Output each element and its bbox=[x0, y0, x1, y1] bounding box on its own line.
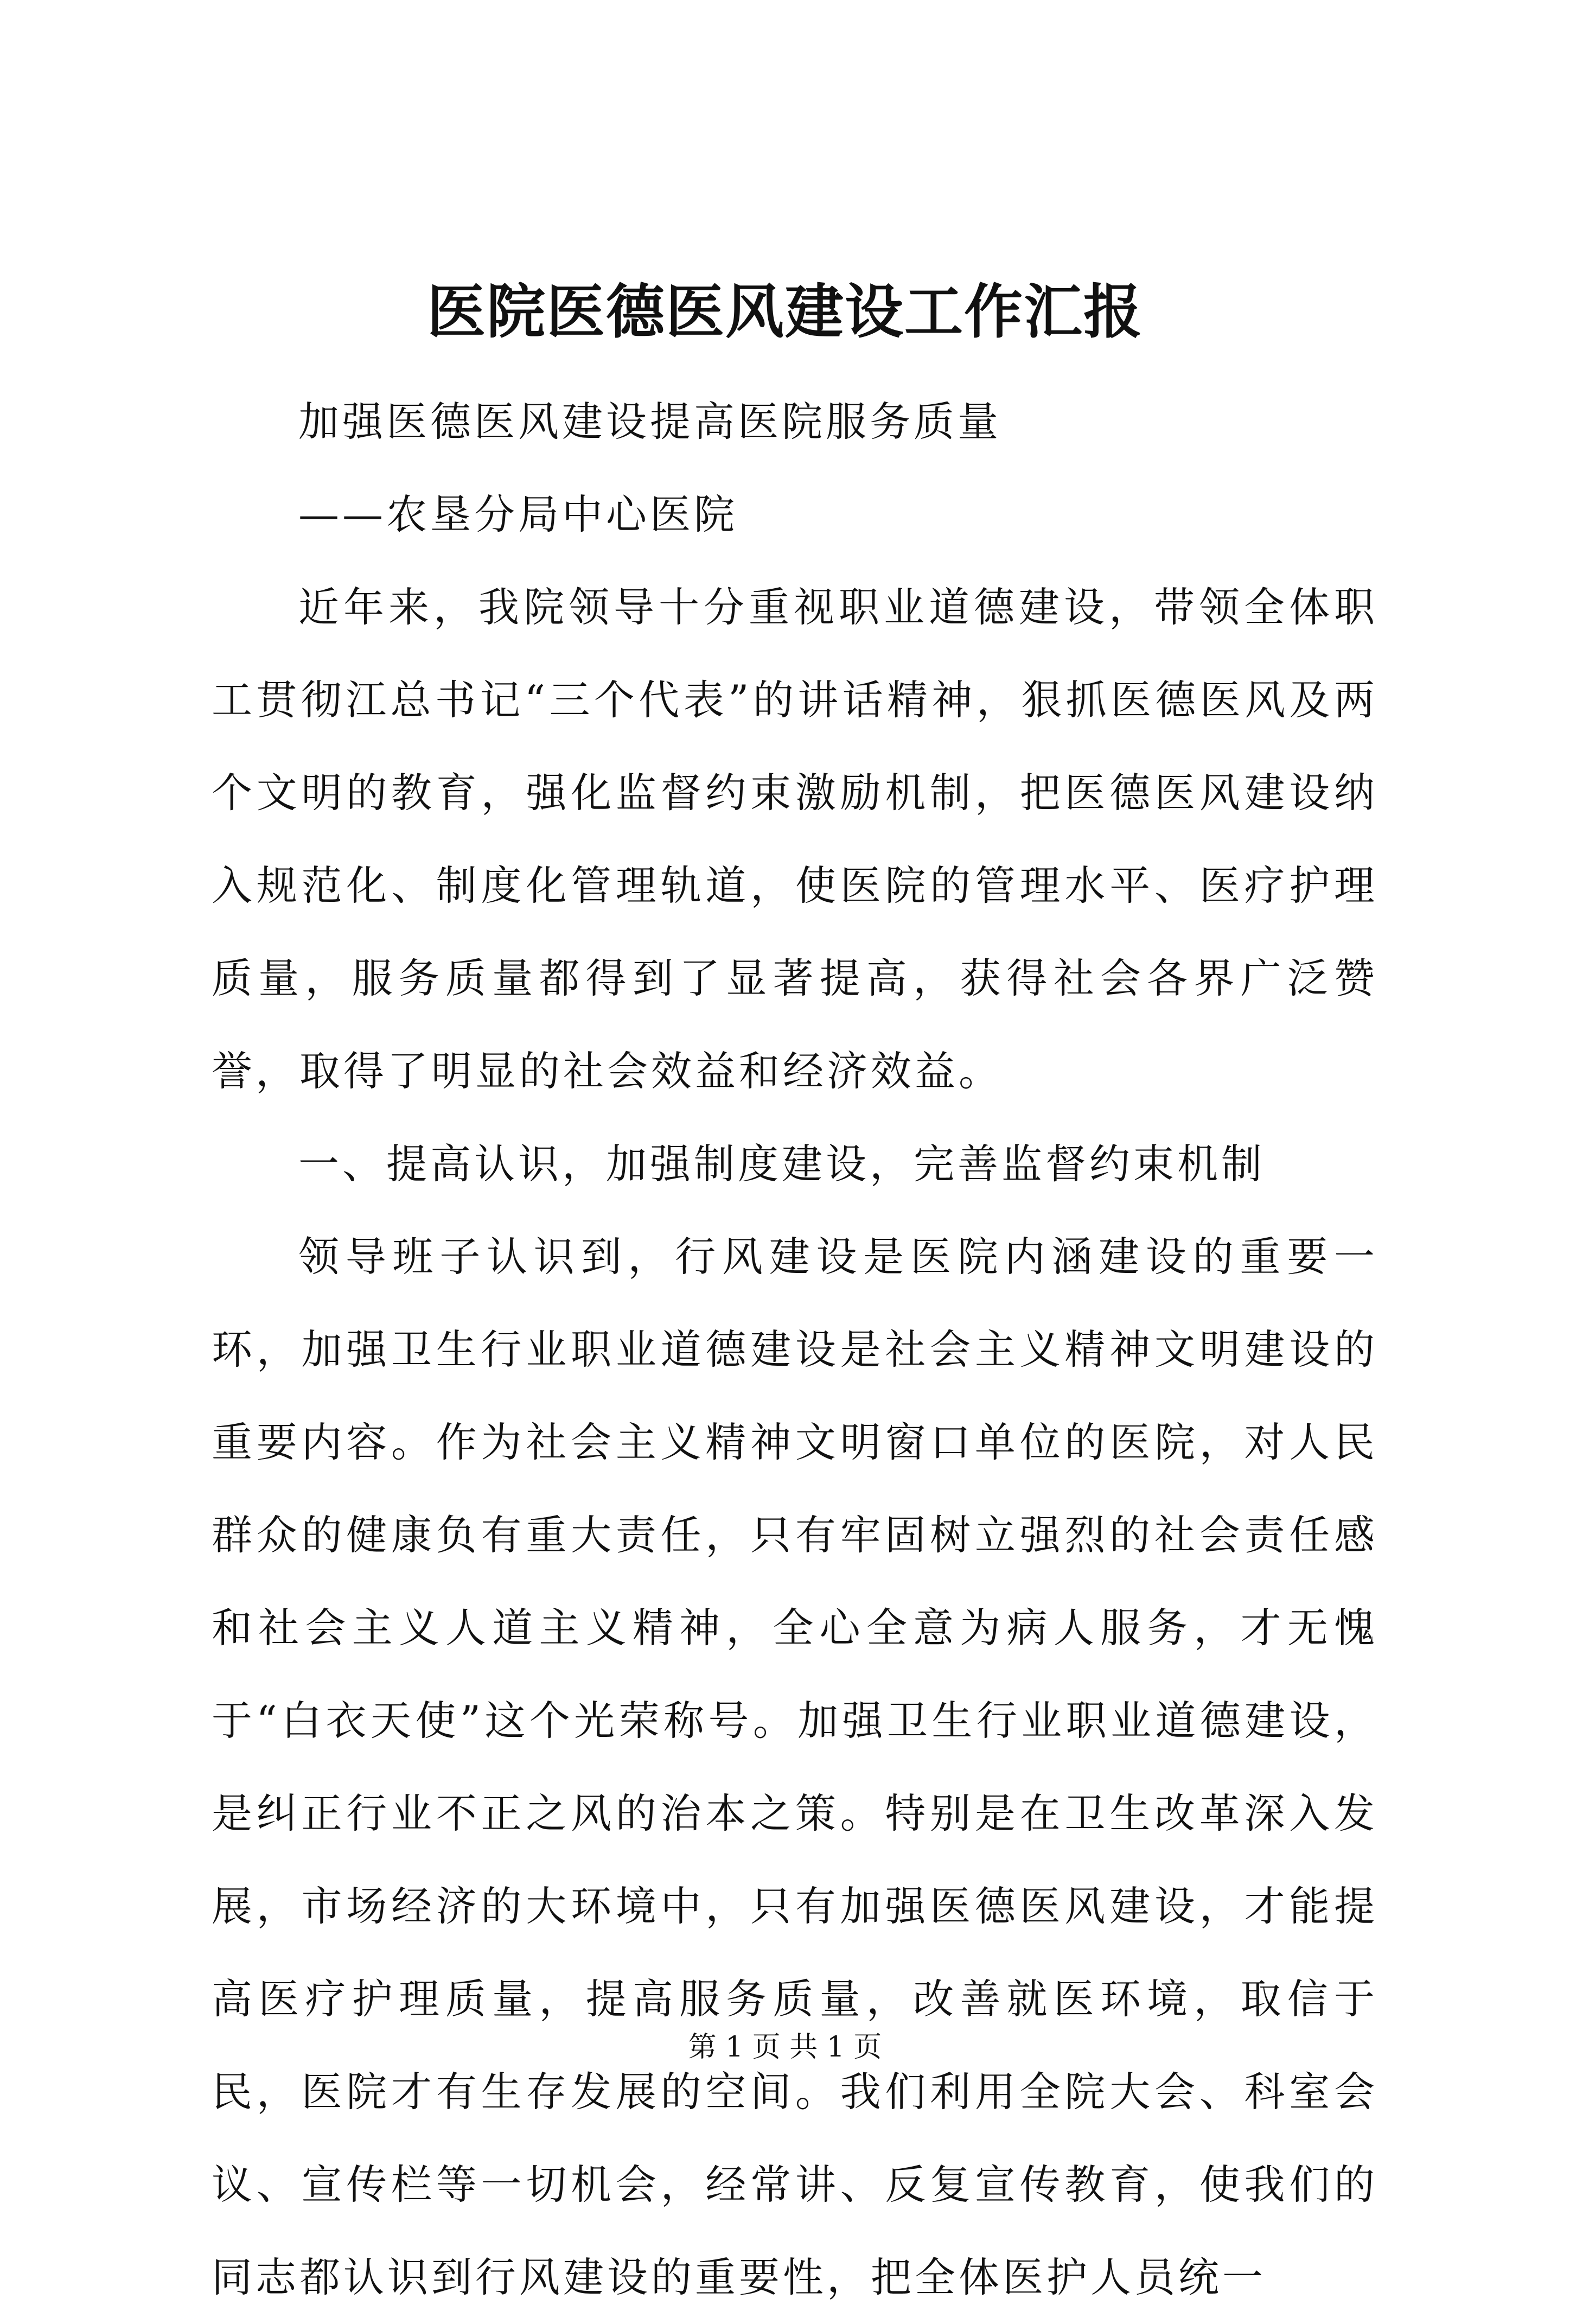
body-paragraph: 领导班子认识到，行风建设是医院内涵建设的重要一环，加强卫生行业职业道德建设是社会主义精神文明建设的重要内容。作为社会主义精神文明窗口单位的医院，对人民群众的健康负有重大责任，只有牢固树立强烈的社会责任感和社会主义人道主义精神，全心全意为病人服务，才无愧于“白衣天使”这个光荣称号。加强卫生行业职业道德建设，是纠正行业不正之风的治本之策。特别是在卫生改革深入发展，市场经济的大环境中，只有加强医德医风建设，才能提高医疗护理质量，提高服务质量，改善就医环境，取信于民，医院才有生存发展的空间。我们利用全院大会、科室会议、宣传栏等一切机会，经常讲、反复宣传教育，使我们的同志都认识到行风建设的重要性，把全体医护人员统一 bbox=[212, 1233, 1378, 2301]
page-footer: 第 1 页 共 1 页 bbox=[688, 2031, 882, 2064]
subtitle-paragraph: 加强医德医风建设提高医院服务质量 bbox=[298, 398, 1002, 445]
author-line: ——农垦分局中心医院 bbox=[298, 491, 738, 538]
document-title: 医院医德医风建设工作汇报 bbox=[426, 278, 1143, 346]
intro-paragraph: 近年来，我院领导十分重视职业道德建设，带领全体职工贯彻江总书记“三个代表”的讲话精神，狠抓医德医风及两个文明的教育，强化监督约束激励机制，把医德医风建设纳入规范化、制度化管理轨道，使医院的管理水平、医疗护理质量，服务质量都得到了显著提高，获得社会各界广泛赞誉，取得了明显的社会效益和经济效益。 bbox=[212, 583, 1378, 1095]
section-heading: 一、提高认识，加强制度建设，完善监督约束机制 bbox=[298, 1140, 1266, 1188]
